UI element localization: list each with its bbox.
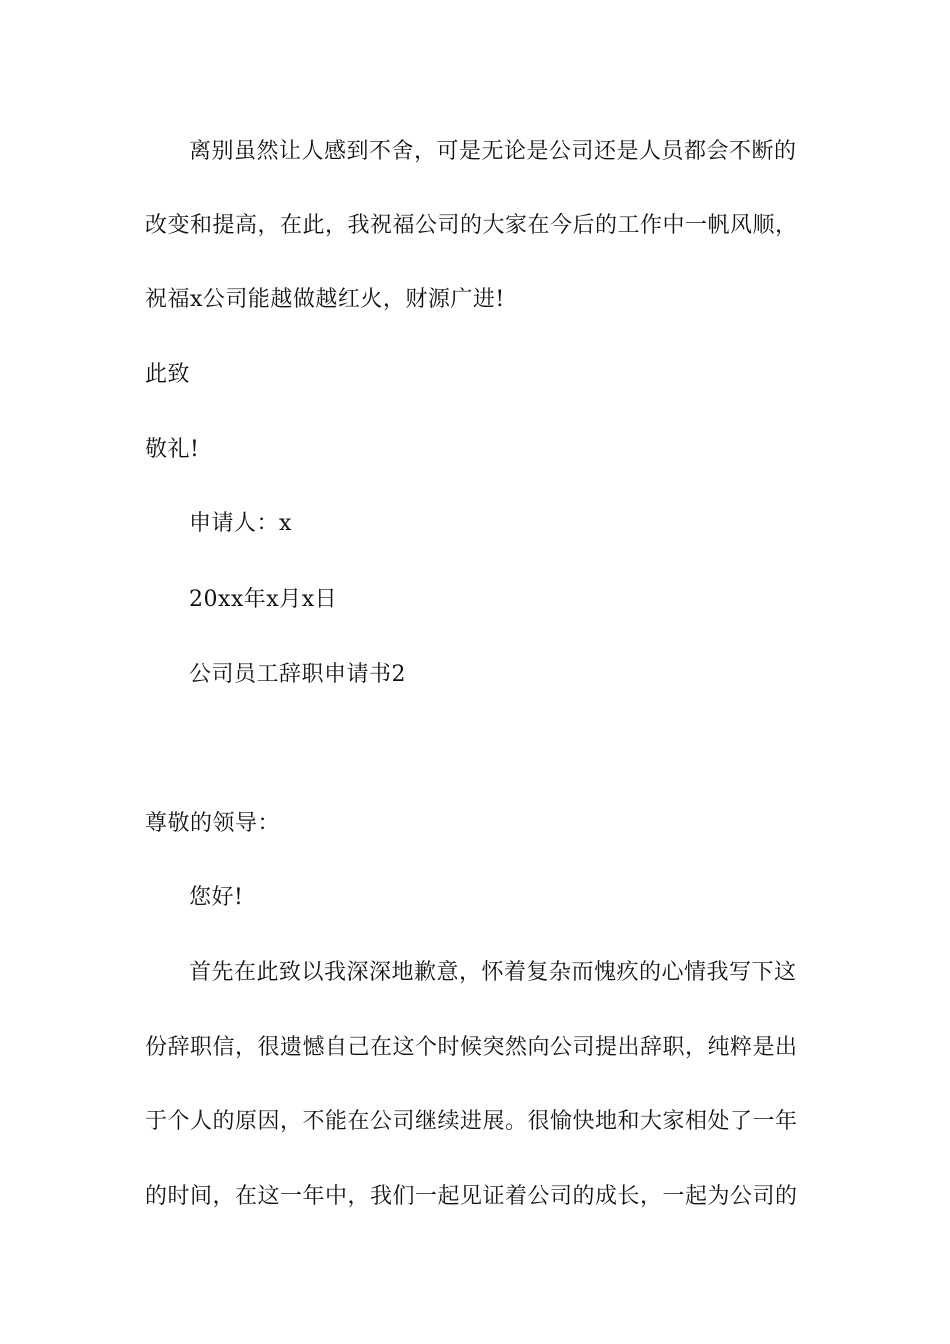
letter-date: 20xx年x月x日 bbox=[189, 587, 338, 612]
paragraph-line: 份辞职信，很遗憾自己在这个时候突然向公司提出辞职，纯粹是出 bbox=[145, 1035, 798, 1060]
section-heading: 公司员工辞职申请书2 bbox=[189, 662, 406, 687]
greeting: 您好! bbox=[189, 885, 244, 910]
salutation: 尊敬的领导： bbox=[145, 811, 281, 836]
paragraph-line: 的时间，在这一年中，我们一起见证着公司的成长，一起为公司的 bbox=[145, 1184, 798, 1209]
applicant-signature: 申请人：x bbox=[189, 511, 292, 536]
closing-phrase: 此致 bbox=[145, 362, 191, 387]
paragraph-line: 改变和提高，在此，我祝福公司的大家在今后的工作中一帆风顺， bbox=[145, 213, 798, 238]
paragraph-line: 于个人的原因，不能在公司继续进展。很愉快地和大家相处了一年 bbox=[145, 1109, 798, 1134]
paragraph-line: 离别虽然让人感到不舍，可是无论是公司还是人员都会不断的 bbox=[189, 139, 797, 164]
paragraph-line: 首先在此致以我深深地歉意，怀着复杂而愧疚的心情我写下这 bbox=[189, 960, 797, 985]
paragraph-line: 祝福x公司能越做越红火，财源广进! bbox=[145, 287, 505, 312]
closing-salute: 敬礼! bbox=[145, 437, 200, 462]
